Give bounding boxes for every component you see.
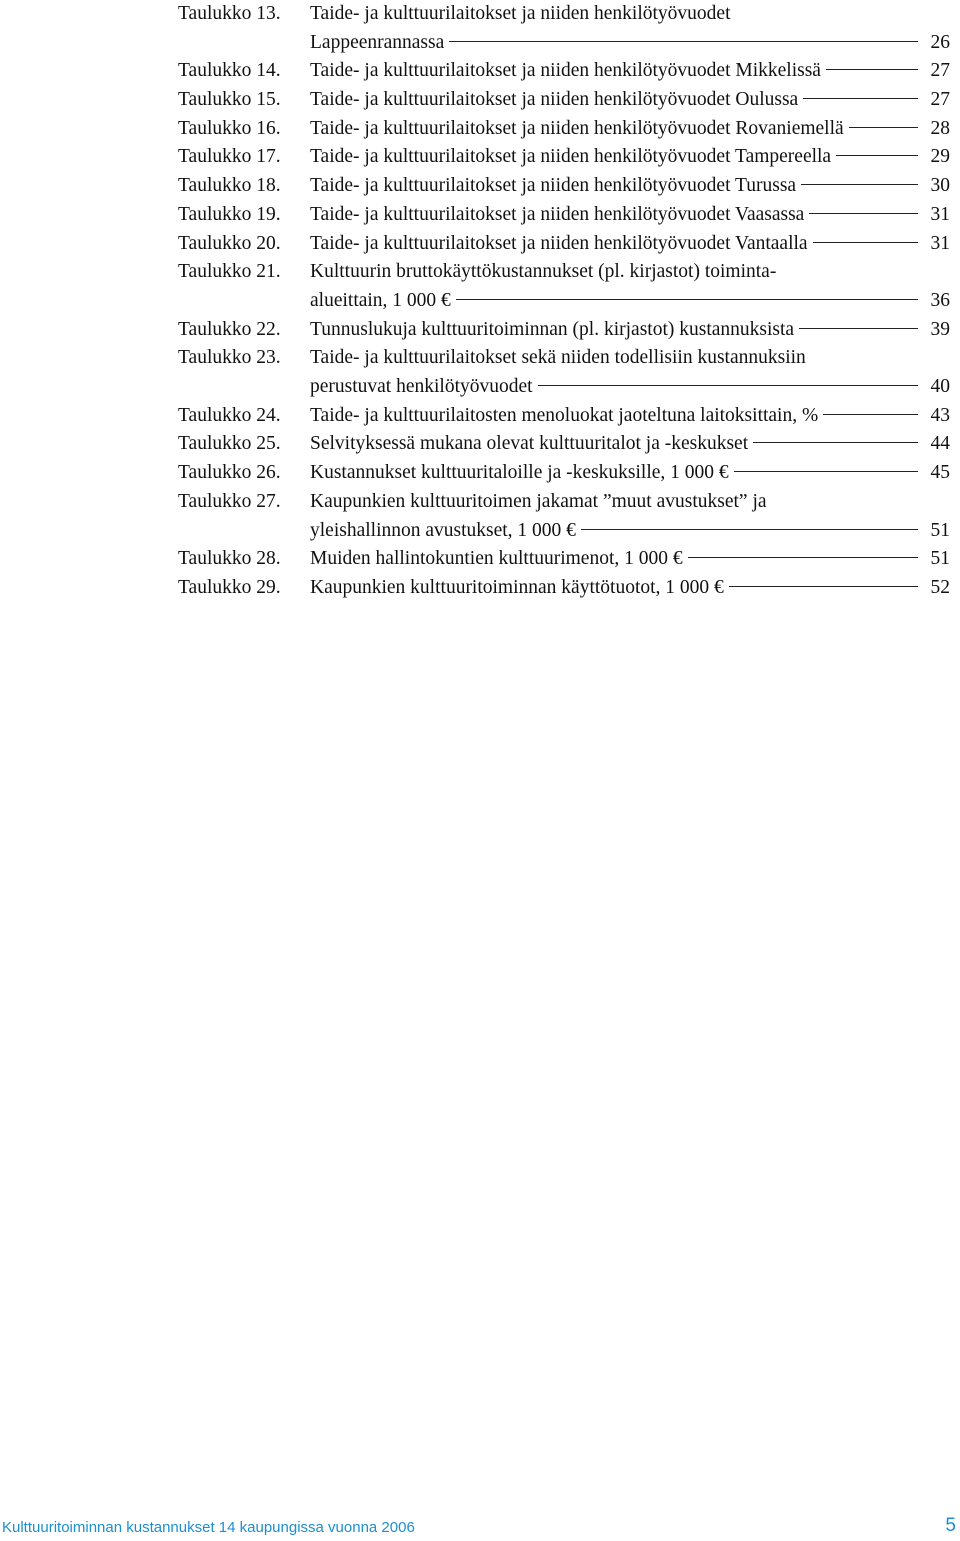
toc-leader-line <box>581 529 918 530</box>
toc-leader-line <box>803 98 918 99</box>
toc-entry-title-line <box>310 258 950 287</box>
toc-entry-label: Taulukko 17. <box>178 146 281 168</box>
toc-entry-label: Taulukko 25. <box>178 433 281 455</box>
toc-entry-title-line <box>310 517 950 546</box>
toc-entry[interactable] <box>178 402 950 431</box>
toc-entry-title <box>310 57 950 86</box>
toc-entry-title-text: Muiden hallintokuntien kulttuurimenot, 1 000 € <box>310 548 683 570</box>
toc-entry-page: 40 <box>930 376 950 398</box>
toc-entry-title <box>310 230 950 259</box>
toc-leader-line <box>823 414 918 415</box>
toc-entry-page: 27 <box>930 60 950 82</box>
toc-entry-label: Taulukko 14. <box>178 60 281 82</box>
toc-entry-page: 51 <box>930 519 950 541</box>
toc-entry-title <box>310 115 950 144</box>
toc-leader-line <box>849 127 918 128</box>
toc-entry[interactable] <box>178 143 950 172</box>
toc-entry[interactable] <box>178 86 950 115</box>
toc-entry-title-text: Taide- ja kulttuurilaitosten menoluokat jaoteltuna laitoksittain, % <box>310 404 819 426</box>
toc-entry[interactable] <box>178 574 950 603</box>
toc-leader-line <box>449 41 918 42</box>
toc-entry-title <box>310 201 950 230</box>
toc-entry-page: 51 <box>930 548 950 570</box>
toc-leader-line <box>836 155 918 156</box>
toc-entry-title-text: yleishallinnon avustukset, 1 000 € <box>310 519 576 541</box>
toc-entry-title <box>310 316 950 345</box>
toc-entry-label: Taulukko 18. <box>178 175 281 197</box>
toc-entry[interactable] <box>178 0 950 57</box>
toc-entry[interactable] <box>178 57 950 86</box>
toc-entry-page: 29 <box>930 146 950 168</box>
toc-entry-title-text: Lappeenrannassa <box>310 31 445 53</box>
toc-entry-label: Taulukko 21. <box>178 261 281 283</box>
toc-entry-title-text: Kulttuurin bruttokäyttökustannukset (pl. kirjastot) toiminta- <box>310 261 777 283</box>
toc-entry-title-text: Kaupunkien kulttuuritoiminnan käyttötuotot, 1 000 € <box>310 576 724 598</box>
toc-leader-line <box>799 328 918 329</box>
toc-entry-title <box>310 459 950 488</box>
toc-entry-title-line <box>310 488 950 517</box>
toc-entry[interactable] <box>178 230 950 259</box>
toc-leader-line <box>826 69 918 70</box>
toc-entry-title-line <box>310 201 950 230</box>
toc-entry-title-line <box>310 230 950 259</box>
toc-entry-title <box>310 574 950 603</box>
toc-entry-title-text: Kaupunkien kulttuuritoimen jakamat ”muut avustukset” ja <box>310 490 767 512</box>
table-of-contents <box>178 0 950 603</box>
toc-entry-title <box>310 344 950 401</box>
toc-entry-title <box>310 488 950 545</box>
toc-entry[interactable] <box>178 172 950 201</box>
toc-leader-line <box>688 557 918 558</box>
toc-entry-title-line <box>310 29 950 58</box>
toc-entry[interactable] <box>178 545 950 574</box>
toc-entry-title-line <box>310 344 950 373</box>
toc-entry-title-text: Taide- ja kulttuurilaitokset ja niiden henkilötyövuodet Turussa <box>310 175 797 197</box>
toc-entry-title-line <box>310 57 950 86</box>
toc-entry-page: 26 <box>930 31 950 53</box>
toc-entry[interactable] <box>178 344 950 401</box>
toc-entry-label: Taulukko 28. <box>178 548 281 570</box>
toc-entry-title-text: Selvityksessä mukana olevat kulttuuritalot ja -keskukset <box>310 433 749 455</box>
page-footer <box>0 1515 960 1541</box>
toc-leader-line <box>809 213 918 214</box>
toc-entry-title-line <box>310 430 950 459</box>
toc-leader-line <box>729 586 918 587</box>
toc-entry-label: Taulukko 13. <box>178 3 281 24</box>
toc-entry[interactable] <box>178 488 950 545</box>
toc-entry-title-text: Taide- ja kulttuurilaitokset ja niiden henkilötyövuodet Vantaalla <box>310 232 808 254</box>
toc-entry-page: 39 <box>930 318 950 340</box>
toc-entry-title-text: perustuvat henkilötyövuodet <box>310 376 533 398</box>
toc-entry-page: 27 <box>930 89 950 111</box>
toc-entry-title <box>310 545 950 574</box>
toc-entry-title-line <box>310 86 950 115</box>
toc-leader-line <box>813 242 918 243</box>
footer-page-number: 5 <box>945 1515 956 1536</box>
toc-entry-title-line <box>310 287 950 316</box>
toc-entry-title-text: Taide- ja kulttuurilaitokset ja niiden henkilötyövuodet Mikkelissä <box>310 60 821 82</box>
toc-entry-label: Taulukko 23. <box>178 347 281 369</box>
toc-entry-page: 43 <box>930 404 950 426</box>
toc-entry-title-text: Kustannukset kulttuuritaloille ja -keskuksille, 1 000 € <box>310 462 729 484</box>
toc-entry-title-line <box>310 574 950 603</box>
toc-entry-title-text: Taide- ja kulttuurilaitokset ja niiden henkilötyövuodet Oulussa <box>310 89 799 111</box>
toc-entry-label: Taulukko 20. <box>178 232 281 254</box>
toc-entry-page: 36 <box>930 289 950 311</box>
toc-entry-title <box>310 402 950 431</box>
toc-entry-page: 31 <box>930 232 950 254</box>
toc-entry-title-line <box>310 459 950 488</box>
toc-entry-page: 30 <box>930 175 950 197</box>
toc-entry-label: Taulukko 24. <box>178 404 281 426</box>
toc-entry-title-line <box>310 143 950 172</box>
toc-entry-page: 28 <box>930 117 950 139</box>
toc-entry[interactable] <box>178 459 950 488</box>
toc-entry-page: 31 <box>930 203 950 225</box>
toc-entry[interactable] <box>178 430 950 459</box>
toc-entry-title <box>310 143 950 172</box>
toc-leader-line <box>538 385 918 386</box>
toc-entry-title <box>310 430 950 459</box>
toc-entry-title-line <box>310 373 950 402</box>
toc-leader-line <box>456 299 918 300</box>
toc-entry-title-line <box>310 316 950 345</box>
footer-title: Kulttuuritoiminnan kustannukset 14 kaupungissa vuonna 2006 <box>2 1519 415 1536</box>
toc-entry-label: Taulukko 16. <box>178 117 281 139</box>
toc-entry-title <box>310 172 950 201</box>
toc-entry-label: Taulukko 27. <box>178 490 281 512</box>
toc-entry-title <box>310 0 950 57</box>
toc-leader-line <box>734 471 918 472</box>
toc-entry-title-text: Taide- ja kulttuurilaitokset ja niiden henkilötyövuodet Vaasassa <box>310 203 805 225</box>
toc-entry-title-line <box>310 402 950 431</box>
toc-entry[interactable] <box>178 201 950 230</box>
toc-entry-page: 44 <box>930 433 950 455</box>
toc-entry-title-text: Taide- ja kulttuurilaitokset ja niiden henkilötyövuodet <box>310 3 731 24</box>
toc-entry[interactable] <box>178 316 950 345</box>
toc-entry-title-text: Taide- ja kulttuurilaitokset sekä niiden todellisiin kustannuksiin <box>310 347 806 369</box>
toc-entry-label: Taulukko 26. <box>178 462 281 484</box>
toc-entry-title <box>310 258 950 315</box>
toc-entry-title-text: Taide- ja kulttuurilaitokset ja niiden henkilötyövuodet Tampereella <box>310 146 832 168</box>
toc-leader-line <box>753 442 918 443</box>
toc-entry-title-line <box>310 0 950 29</box>
toc-entry-page: 52 <box>930 576 950 598</box>
toc-entry[interactable] <box>178 258 950 315</box>
toc-entry-title-text: Tunnuslukuja kulttuuritoiminnan (pl. kirjastot) kustannuksista <box>310 318 795 340</box>
toc-entry-title <box>310 86 950 115</box>
toc-entry-title-line <box>310 115 950 144</box>
toc-entry-label: Taulukko 19. <box>178 203 281 225</box>
toc-entry[interactable] <box>178 115 950 144</box>
toc-entry-page: 45 <box>930 462 950 484</box>
toc-entry-title-line <box>310 545 950 574</box>
toc-entry-label: Taulukko 29. <box>178 576 281 598</box>
toc-entry-title-text: Taide- ja kulttuurilaitokset ja niiden henkilötyövuodet Rovaniemellä <box>310 117 844 139</box>
toc-entry-title-line <box>310 172 950 201</box>
toc-leader-line <box>801 184 918 185</box>
toc-entry-label: Taulukko 22. <box>178 318 281 340</box>
toc-entry-label: Taulukko 15. <box>178 89 281 111</box>
toc-entry-title-text: alueittain, 1 000 € <box>310 289 451 311</box>
